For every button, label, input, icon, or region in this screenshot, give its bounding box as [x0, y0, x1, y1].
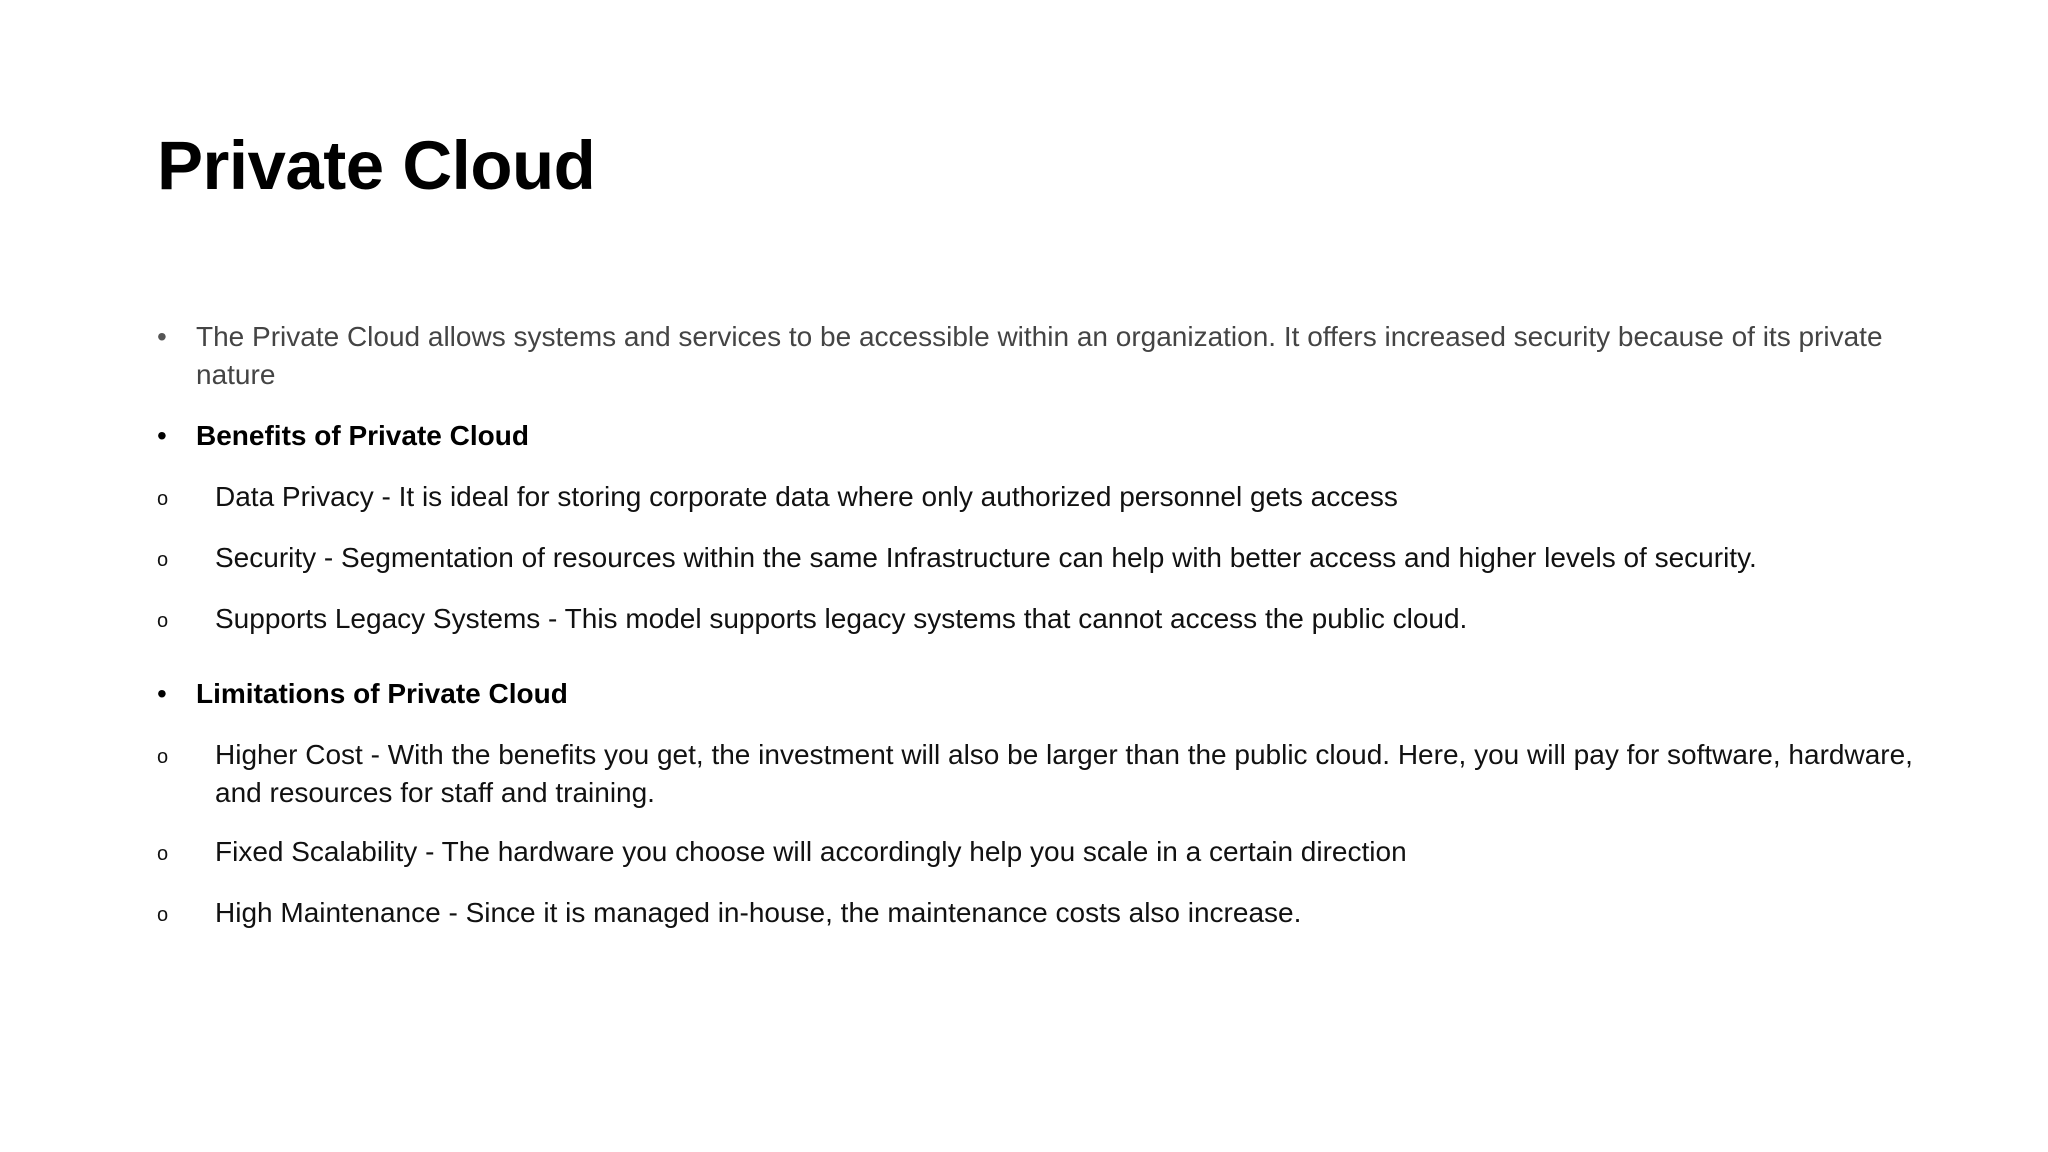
benefits-heading: Benefits of Private Cloud	[196, 420, 529, 451]
bullet-circle-icon: o	[157, 746, 169, 768]
bullet-circle-icon: o	[157, 549, 169, 571]
limitation-item-higher-cost	[157, 736, 1917, 812]
slide-title: Private Cloud	[157, 127, 596, 204]
limitation-item-text: High Maintenance - Since it is managed in-house, the maintenance costs also increase.	[215, 897, 1302, 928]
benefit-item-text: Security - Segmentation of resources within the same Infrastructure can help with better access and higher levels of security.	[215, 542, 1757, 573]
limitation-item-high-maintenance	[157, 894, 1917, 932]
bullet-dot-icon: •	[157, 420, 167, 451]
bullet-circle-icon: o	[157, 904, 169, 926]
limitation-item-text: Higher Cost - With the benefits you get, the investment will also be larger than the public cloud. Here, you will pay for software, hardware, and resources for staff and training.	[215, 739, 1913, 808]
benefit-item-text: Supports Legacy Systems - This model supports legacy systems that cannot access the public cloud.	[215, 603, 1468, 634]
benefits-heading-item	[157, 417, 1917, 455]
limitations-heading-item	[157, 675, 1917, 713]
bullet-circle-icon: o	[157, 488, 169, 510]
benefit-item-text: Data Privacy - It is ideal for storing corporate data where only authorized personnel gets access	[215, 481, 1398, 512]
benefit-item-data-privacy	[157, 478, 1917, 516]
bullet-dot-icon: •	[157, 678, 167, 709]
bullet-circle-icon: o	[157, 843, 169, 865]
limitation-item-fixed-scalability	[157, 833, 1917, 871]
limitation-item-text: Fixed Scalability - The hardware you choose will accordingly help you scale in a certain direction	[215, 836, 1407, 867]
benefit-item-security	[157, 539, 1917, 577]
intro-text: The Private Cloud allows systems and services to be accessible within an organization. It offers increased security because of its private nature	[196, 321, 1883, 390]
limitations-heading: Limitations of Private Cloud	[196, 678, 568, 709]
intro-bullet-item	[157, 318, 1917, 394]
benefit-item-legacy-systems	[157, 600, 1917, 638]
bullet-circle-icon: o	[157, 610, 169, 632]
bullet-dot-icon: •	[157, 321, 167, 352]
